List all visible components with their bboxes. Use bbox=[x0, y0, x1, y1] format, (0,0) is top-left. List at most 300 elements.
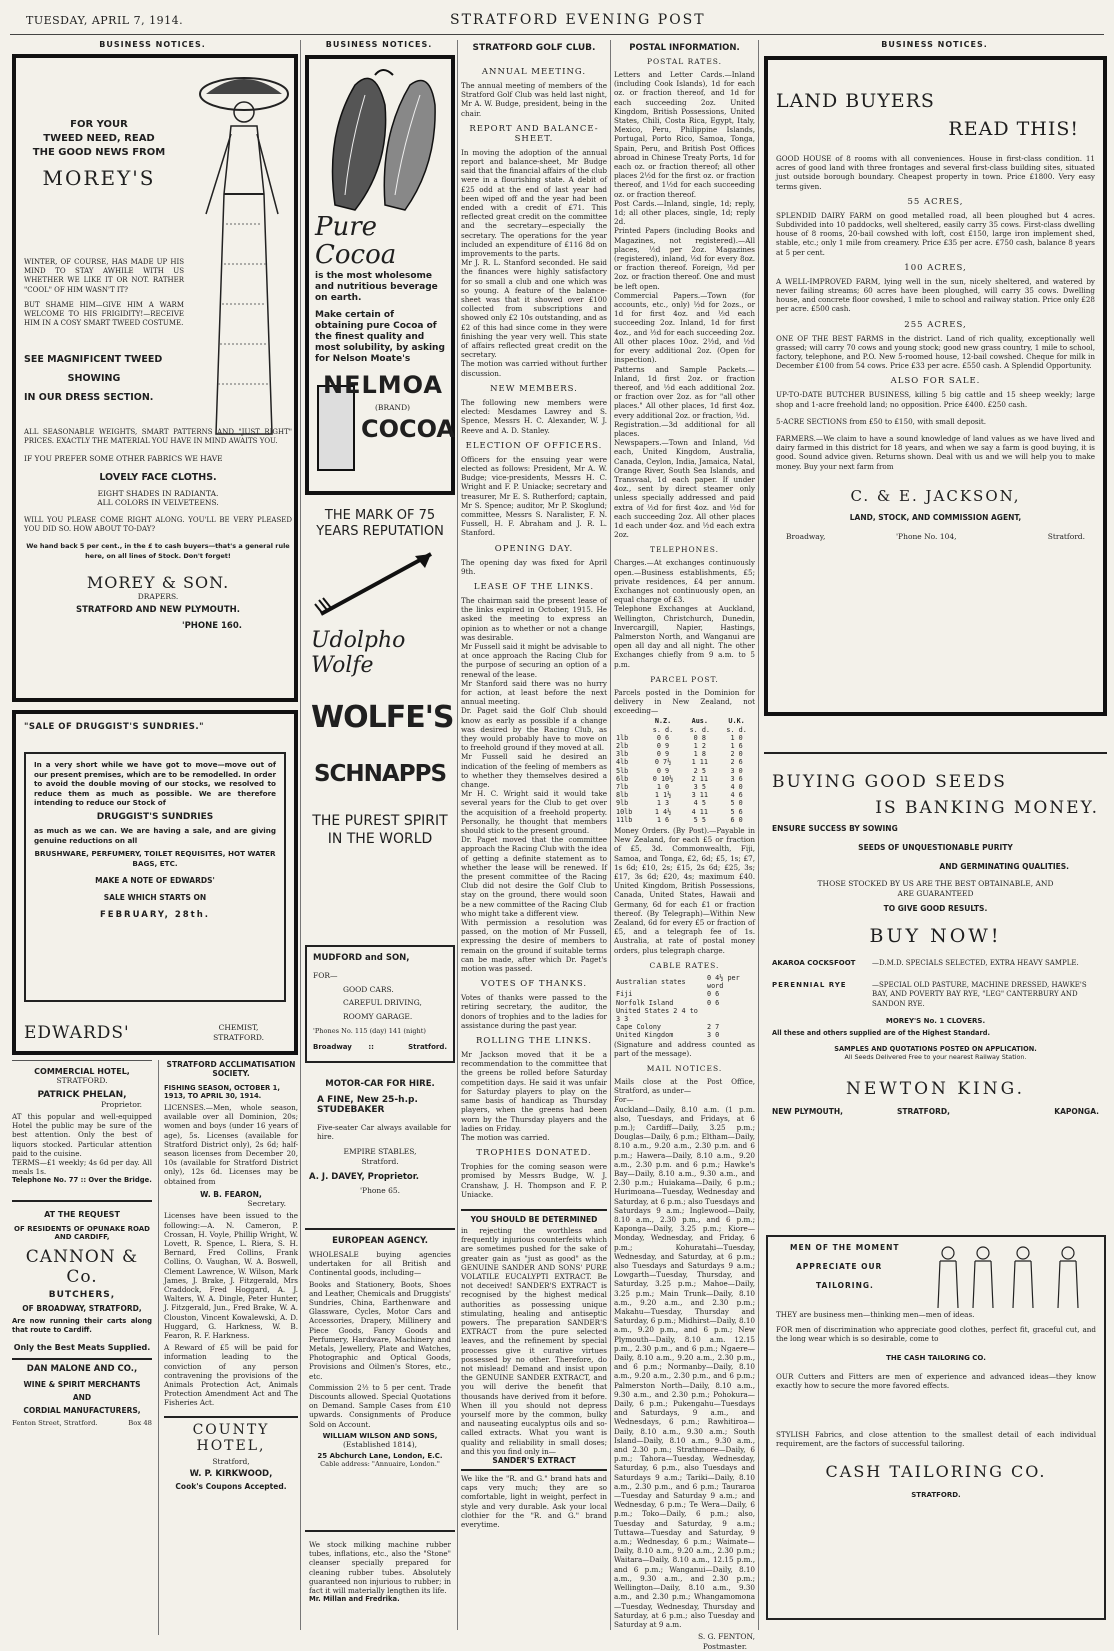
morey-paragraph: BUT SHAME HIM—GIVE HIM A WARM WELCOME TO HIS FRIGIDITY!—RECEIVE HIM IN A COSY SMART TWEED COSTUME. bbox=[24, 300, 184, 328]
parcel-table-cell: 1 4½ bbox=[654, 807, 672, 816]
wolfe-signature: Udolpho Wolfe bbox=[311, 628, 406, 678]
postal-paragraph: Registration.—3d additional for all places. bbox=[614, 419, 755, 438]
parcel-table-cell: 6lb bbox=[616, 774, 629, 783]
jackson-paragraph: UP-TO-DATE BUTCHER BUSINESS, killing 5 big cattle and 15 sheep weekly; large shop and 1-acre freehold land; no opposition. Price £400. £250 cash. bbox=[776, 390, 1095, 409]
postal-subheading: POSTAL RATES. bbox=[646, 57, 723, 66]
golf-paragraph: Mr Stanford said there was no hurry for action, at least before the next annual meeting. bbox=[461, 678, 607, 707]
seeds-line1: BUYING GOOD SEEDS bbox=[772, 772, 1007, 792]
commercial-body: AT this popular and well-equipped Hotel the public may be sure of the best attention. Only the best of liquors stocked. Particular attention paid to the cuisine. bbox=[12, 1112, 152, 1158]
postal-subheading: MAIL NOTICES. bbox=[646, 1063, 723, 1073]
county-title: COUNTY HOTEL, bbox=[192, 1421, 270, 1454]
jackson-firm: C. & E. JACKSON, bbox=[850, 486, 1021, 505]
parcel-rates-table bbox=[614, 717, 755, 824]
cable-table-cell: Fiji bbox=[616, 990, 633, 999]
malone-and: AND bbox=[72, 1393, 92, 1403]
cocoa-pod-illustration bbox=[315, 65, 451, 215]
cannon-broadway: OF BROADWAY, STRATFORD, bbox=[22, 1303, 142, 1313]
parcel-table-cell: s. d. bbox=[652, 725, 674, 734]
postal-paragraph: Telephone Exchanges at Auckland, Wellington, Christchurch, Dunedin, Invercargill, Napier, Hastings, Palmerston North, and Wanganui are open all day and all night. The other Exchanges chiefly from 9 a.m. to 5 p.m. bbox=[614, 604, 755, 669]
cable-table-row bbox=[614, 974, 755, 990]
lower-left-ads bbox=[12, 1060, 152, 1635]
postal-paragraph: Charges.—At exchanges continuously open.—Business establishments, £5; private residences, £4 per annum. Exchanges not continuously open, an equal charge of £3. bbox=[614, 558, 755, 605]
morey-paragraph: WINTER, OF COURSE, HAS MADE UP HIS MIND TO STAY AWHILE WITH US WHETHER WE LIKE IT OR NOT. RATHER "COOL" OF HIM WASN'T IT? bbox=[24, 258, 184, 294]
rg-body: We like the "R. and G." brand hats and caps very much; they are so comfortable, light in weight, perfect in style and very durable. Ask your local clothier for the "R. and G." brand everytime. bbox=[461, 1474, 607, 1530]
acclim-secretary: Secretary. bbox=[247, 1198, 286, 1208]
cable-table-cell: Cape Colony bbox=[616, 1023, 662, 1032]
malone-street: Fenton Street, Stratford. bbox=[12, 1419, 98, 1428]
parcel-table-cell: 0 7½ bbox=[654, 758, 672, 767]
cable-table-cell: 0 6 bbox=[707, 990, 720, 999]
commercial-prop-label: Proprietor. bbox=[100, 1099, 142, 1109]
golf-paragraph: Mr Jackson moved that it be a recommendation to the committee that the greens be rolled before Saturday competition days. He said it was unfair for Saturday players to play on the same basis of handicap as Thursday players, when the greens had been worn by the Thursday players and the ladies on Friday. bbox=[461, 1050, 607, 1133]
seeds-place: NEW PLYMOUTH, bbox=[772, 1107, 843, 1116]
mudford-sep: :: bbox=[368, 1042, 374, 1051]
motorcar-prop: A. J. DAVEY, Proprietor. bbox=[309, 1172, 419, 1183]
postal-paragraph: For— bbox=[614, 1095, 634, 1105]
european-commission: Commission 2½ to 5 per cent. Trade Discounts allowed. Special Quotations on Demand. Sample Cases from £10 upwards. Consignments of Produce Sold on Account. bbox=[309, 1382, 451, 1429]
european-items: Books and Stationery, Boots, Shoes and Leather, Chemicals and Druggists' Sundries, China, Earthenware and Glassware, Cycles, Motor Cars and Accessories, Drapery, Millinery and Piece Goods, Fancy Goods and Perfumery, Hardware, Machinery and Metals, Jewellery, Plate and Watches, Photographic and Optical Goods, Provisions and Oilmen's Stores, etc., etc. bbox=[309, 1279, 451, 1381]
parcel-table-cell: 3 5 bbox=[693, 783, 706, 792]
gentlemen-illustration bbox=[928, 1243, 1098, 1313]
seeds-firm: NEWTON KING. bbox=[846, 1079, 1025, 1099]
seeds-germinating: AND GERMINATING QUALITIES. bbox=[939, 862, 1069, 871]
parcel-table-cell: 2 5 bbox=[693, 766, 706, 775]
cable-table-row bbox=[614, 1023, 755, 1031]
cable-table-cell: United Kingdom bbox=[616, 1031, 674, 1040]
edwards-body: In a very short while we have got to move—move out of our present premises, which are to be remodelled. In order to avoid the double moving of our stocks, we resolved to reduce them as much as possible. We are therefore intending to reduce our Stock of bbox=[34, 760, 276, 808]
morey-line: THE GOOD NEWS FROM bbox=[32, 147, 166, 158]
masthead-rule bbox=[10, 34, 1104, 35]
commercial-terms: TERMS—£1 weekly; 4s 6d per day. All meals 1s. bbox=[12, 1158, 152, 1177]
morey-showing: SHOWING bbox=[67, 373, 121, 384]
parcel-table-cell: 0 9 bbox=[656, 766, 670, 775]
seeds-stocked: THOSE STOCKED BY US ARE THE BEST OBTAINABLE, AND ARE GUARANTEED bbox=[817, 879, 1054, 898]
morey-dress: IN OUR DRESS SECTION. bbox=[24, 392, 154, 403]
golf-paragraph: Mr J. R. L. Stanford seconded. He said the finances were highly satisfactory for so small a club and one which was so young. A feature of the balance-sheet was that it showed over £100 collected from subscriptions and showed only £2 10s outstanding, and as £2 of this had since come in they were finishing the year very well. This state of affairs reflected great credit on the secretary. bbox=[461, 258, 607, 360]
morey-advertisement bbox=[12, 54, 298, 702]
edwards-note: MAKE A NOTE OF EDWARDS' bbox=[95, 876, 215, 886]
parcel-table-row bbox=[614, 734, 755, 742]
golf-paragraph: The motion was carried. bbox=[461, 1132, 550, 1142]
column-rule bbox=[610, 40, 611, 1630]
european-agency bbox=[305, 1228, 455, 1528]
malone-name: DAN MALONE AND CO., bbox=[26, 1364, 138, 1375]
tailoring-paragraph: THEY are business men—thinking men—men of ideas. bbox=[776, 1310, 975, 1319]
postmaster-name: S. G. FENTON, bbox=[698, 1632, 755, 1642]
county-coupons: Cook's Coupons Accepted. bbox=[175, 1482, 287, 1492]
cable-table-cell: Australian states bbox=[616, 977, 686, 986]
parcel-table-cell: 1 0 bbox=[730, 733, 743, 742]
jackson-agent: LAND, STOCK, AND COMMISSION AGENT, bbox=[849, 512, 1022, 522]
european-est: (Established 1814), bbox=[342, 1439, 418, 1449]
tailoring-paragraph: OUR Cutters and Fitters are men of experience and advanced ideas—they know exactly how to secure the more favored effects. bbox=[776, 1371, 1096, 1390]
seeds-row-text: —SPECIAL OLD PASTURE, MACHINE DRESSED, HAWKE'S BAY, AND POVERTY BAY RYE, "LEG" CANTERBURY AND SANDON RYE. bbox=[872, 980, 1087, 1008]
edwards-sale: SALE WHICH STARTS ON bbox=[103, 893, 207, 903]
golf-title: STRATFORD GOLF CLUB. bbox=[472, 43, 596, 53]
cocoa-brand: NELMOA bbox=[323, 371, 443, 399]
mudford-advertisement bbox=[305, 945, 455, 1063]
golf-paragraph: The opening day was fixed for April 9th. bbox=[461, 557, 607, 576]
seeds-line2: IS BANKING MONEY. bbox=[875, 798, 1099, 818]
parcel-table-cell: 1 11 bbox=[691, 758, 708, 767]
parcel-table-cell: 3 0 bbox=[730, 766, 743, 775]
golf-paragraph: The chairman said the present lease of the links expired in October, 1915. He asked the meeting to express an opinion as to whether or not a change was desirable. bbox=[461, 595, 607, 642]
cable-rates-table bbox=[614, 974, 755, 1040]
morey-paragraph: WILL YOU PLEASE COME RIGHT ALONG. YOU'LL BE VERY PLEASED YOU DID SO. HOW ABOUT TO-DAY? bbox=[24, 515, 292, 534]
seeds-buy: BUY NOW! bbox=[869, 925, 1002, 947]
postal-paragraph: Printed Papers (including Books and Magazines, not registered).—All places, ½d per 2oz. Magazines (registered), inland, ½d for every 8oz. or fraction thereof. Foreign, ½d per 2oz. or fraction thereof. One and must be left open. bbox=[614, 226, 755, 291]
county-town: Stratford, bbox=[212, 1456, 250, 1466]
postal-paragraph: Letters and Letter Cards.—Inland (including Cook Islands), 1d for each oz. or fraction thereof, and 1d for each succeeding 2oz. United Kingdom, British Possessions, United States, Chili, Costa Rica, Egypt, Italy, Mexico, Peru, Philippine Islands, Portugal, Porto Rico, Samoa, Tonga, Spain, Peru, and British Post Offices abroad in Chinese Treaty Ports, 1d for each oz. or fraction thereof; all other places 2½d for the first oz. or fraction thereof, and 1½d for each succeeding oz. or fraction thereof. bbox=[614, 70, 755, 199]
cocoa-advertisement bbox=[305, 55, 455, 495]
county-prop: W. P. KIRKWOOD, bbox=[189, 1469, 273, 1480]
golf-paragraph: Officers for the ensuing year were elected as follows: President, Mr A. W. Budge; vice-presidents, Messrs H. C. Wright and F. P. Uniacke; secretary and treasurer, Mr E. S. Rutherford; captain, Mr S. Spence; auditor, Mr P. Skoglund; committee, Messrs S. Naralister, F. N. Fussell, H. F. Abraham and J. R. L. Stanford. bbox=[461, 454, 607, 538]
jackson-subheading: 55 ACRES, bbox=[907, 196, 964, 207]
postal-title: POSTAL INFORMATION. bbox=[629, 43, 740, 53]
wolfe-purest: THE PUREST SPIRIT IN THE WORLD bbox=[312, 813, 448, 847]
cable-table-cell: 2 7 bbox=[707, 1023, 720, 1032]
seeds-ensure: ENSURE SUCCESS BY SOWING bbox=[772, 824, 898, 833]
parcel-table-cell: 1 1½ bbox=[654, 791, 672, 800]
jackson-paragraph: SPLENDID DAIRY FARM on good metalled road, all been ploughed but 4 acres. Subdivided into 10 paddocks, well sheltered, easily carry 35 cows. First-class dwelling house of 8 rooms, 20-bail cowshed with loft, cost £150, large iron implement shed, stable, etc.; only 1 mile from creamery. Price £35 per acre. £750 cash, balance 8 years at 5 per cent. bbox=[776, 210, 1095, 257]
golf-subheading: REPORT AND BALANCE-SHEET. bbox=[469, 123, 599, 144]
land-buyers: LAND BUYERS bbox=[776, 90, 935, 112]
wolfe-mark: THE MARK OF 75 YEARS REPUTATION bbox=[316, 508, 444, 539]
parcel-table-cell: 1 3 bbox=[656, 799, 670, 808]
cable-table-cell: 0 4½ per word bbox=[707, 973, 740, 991]
morey-eight: EIGHT SHADES IN RADIANTA. bbox=[97, 488, 219, 498]
cable-table-cell: Norfolk Island bbox=[616, 998, 674, 1007]
golf-paragraph: Dr. Paget said the Golf Club should know as early as possible if a change was desired by the Racing Club, as they would probably have to move on to freehold ground if they moved at all. bbox=[461, 706, 607, 753]
seeds-results: TO GIVE GOOD RESULTS. bbox=[883, 904, 988, 913]
mudford-title: MUDFORD and SON, bbox=[313, 953, 410, 963]
parcel-table-cell: 7lb bbox=[616, 783, 629, 792]
jackson-paragraph: GOOD HOUSE of 8 rooms with all conveniences. House in first-class condition. 11 acres of good land with three frontages and several first-class building sites, situated just outside borough boundary. Cheapest property in town. Price £1800. Very easy terms given. bbox=[776, 154, 1095, 191]
motorcar-town: Stratford. bbox=[361, 1156, 399, 1166]
golf-subheading: VOTES OF THANKS. bbox=[480, 979, 588, 990]
golf-subheading: ROLLING THE LINKS. bbox=[476, 1036, 592, 1047]
cannon-butchers: BUTCHERS, bbox=[48, 1289, 116, 1300]
parcel-table-cell: Aus. bbox=[691, 717, 708, 726]
cable-table-cell: 0 6 bbox=[707, 998, 720, 1007]
cocoa-brand-sub: (BRAND) bbox=[375, 403, 411, 412]
parcel-table-row bbox=[614, 742, 755, 750]
golf-paragraph: The annual meeting of members of the Stratford Golf Club was held last night, Mr A. W. Budge, president, being in the chair. bbox=[461, 81, 607, 118]
parcel-table-cell: 5 0 bbox=[730, 799, 743, 808]
jackson-subheading: ALSO FOR SALE. bbox=[890, 376, 981, 387]
golf-annual: ANNUAL MEETING. bbox=[481, 67, 587, 77]
sander-body: in rejecting the worthless and frequently injurious counterfeits which are sometimes pushed for the sake of greater gain as "just as good" as the GENUINE SANDER AND SONS' PURE VOLATILE EUCALYPTI EXTRACT. Be not deceived! SANDER'S EXTRACT is recognised by the highest medical authorities as possessing unique stimulating, healing and antiseptic powers. The preparation SANDER'S EXTRACT from the pure selected leaves, and the refinement by special processes give it curative virtues possessed by no other. Therefore, do not mislead! Demand and insist upon the GENUINE SANDER EXTRACT, and you will derive the benefit that thousands have derived from it before. When ill you should not depress yourself more by the common, bulky and nauseating eucalyptus oils and so-called extracts. What you want is quality and reliability in small doses; and this you find only in— bbox=[461, 1225, 607, 1456]
morey-prefer: IF YOU PREFER SOME OTHER FABRICS WE HAVE bbox=[24, 454, 223, 464]
parcel-table-cell: 1 0 bbox=[656, 783, 670, 792]
parcel-table-cell: 1lb bbox=[616, 733, 629, 742]
morey-places: STRATFORD AND NEW PLYMOUTH. bbox=[76, 605, 240, 616]
jackson-paragraph: ONE OF THE BEST FARMS in the district. Land of rich quality, exceptionally well grassed; will carry 70 cows and young stock; good new grass country, 1 mile to school, factory, telephone, and P.O. New 5-roomed house, 12-bail cowshed. Cheque for milk in December £100 from 54 cows. Price £33 per acre. £550 cash. A Splendid Opportunity. bbox=[776, 333, 1095, 371]
parcel-table-cell: 6 0 bbox=[730, 815, 743, 824]
seeds-samples: SAMPLES AND QUOTATIONS POSTED ON APPLICATION. bbox=[834, 1045, 1037, 1053]
morey-discount: We hand back 5 per cent., in the £ to cash buyers—that's a general rule here, on all lines of Stock. Don't forget! bbox=[26, 542, 290, 560]
seeds-row-label: PERENNIAL RYE bbox=[772, 980, 847, 989]
golf-paragraph: Mr H. C. Wright said it would take several years for the Club to get over the acquisition of a freehold property. Personally, he thought that members should stick to the present ground. bbox=[461, 789, 607, 836]
golf-subheading: ELECTION OF OFFICERS. bbox=[465, 440, 603, 451]
golf-paragraph: Dr. Paget moved that the committee approach the Racing Club with the idea of getting a definite statement as to whether the lease will be renewed. If the present committee of the Racing Club did not desire the Golf Club to stay on the ground, there would soon be a new committee of the Racing Club who might take a different view. bbox=[461, 835, 607, 918]
mudford-town: Stratford. bbox=[408, 1042, 447, 1051]
malone-wine: WINE & SPIRIT MERCHANTS bbox=[23, 1380, 141, 1390]
parcel-table-cell: 3lb bbox=[616, 750, 629, 759]
morey-phone: 'PHONE 160. bbox=[181, 621, 242, 632]
golf-subheading: TROPHIES DONATED. bbox=[476, 1148, 592, 1159]
parcel-table-row bbox=[614, 791, 755, 799]
jackson-phone: 'Phone No. 104, bbox=[896, 531, 957, 541]
jackson-subheading: 255 ACRES, bbox=[904, 319, 967, 330]
parcel-table-cell bbox=[614, 726, 645, 734]
mudford-broadway: Broadway bbox=[313, 1042, 352, 1051]
parcel-table-cell: 1 6 bbox=[730, 742, 743, 751]
column-heading: BUSINESS NOTICES. bbox=[881, 40, 988, 49]
parcel-table-cell: 4 0 bbox=[730, 783, 743, 792]
postal-paragraph: Parcels posted in the Dominion for delivery in New Zealand, not exceeding— bbox=[614, 687, 755, 716]
morey-lovely: LOVELY FACE CLOTHS. bbox=[99, 471, 217, 483]
jackson-broadway: Broadway, bbox=[786, 531, 826, 541]
acclim-body: LICENSES.—Men, whole season, available over all Dominion, 20s; women and boys (under 16 years of age), 5s. Licenses (available for Stratford District only), 2s 6d; half-season licenses from December 20, 10s (available for Stratford District only), 12s 6d. Licenses may be obtained from bbox=[164, 1103, 298, 1186]
motorcar-stables: EMPIRE STABLES, bbox=[343, 1147, 417, 1157]
commercial-prop: PATRICK PHELAN, bbox=[37, 1089, 127, 1100]
golf-paragraph: The motion was carried without further discussion. bbox=[461, 359, 607, 378]
column-rule bbox=[457, 40, 458, 1630]
morey-drapers: DRAPERS. bbox=[137, 591, 179, 601]
parcel-table-row bbox=[614, 767, 755, 775]
malone-box: Box 48 bbox=[128, 1419, 152, 1428]
morey-name: MOREY'S bbox=[42, 166, 156, 190]
acclim-title: STRATFORD ACCLIMATISATION SOCIETY. bbox=[166, 1060, 296, 1078]
parcel-table-cell: 2 6 bbox=[730, 758, 743, 767]
tailoring-name: CASH TAILORING CO. bbox=[825, 1462, 1047, 1482]
morey-line: TWEED NEED, READ bbox=[43, 133, 155, 144]
parcel-table-cell: 0 6 bbox=[656, 733, 670, 742]
parcel-table-cell: 4 6 bbox=[730, 791, 743, 800]
golf-subheading: LEASE OF THE LINKS. bbox=[473, 581, 595, 592]
sander-title: YOU SHOULD BE DETERMINED bbox=[470, 1214, 598, 1224]
morey-colors: ALL COLORS IN VELVETEENS. bbox=[97, 498, 219, 508]
morey-paragraph: ALL SEASONABLE WEIGHTS, SMART PATTERNS AND "JUST RIGHT" PRICES. EXACTLY THE MATERIAL YOU HAVE IN MIND AWAITS YOU. bbox=[24, 428, 292, 446]
cannon-carts: Are now running their carts along that route to Cardiff. bbox=[12, 1316, 152, 1334]
acclimatisation-column bbox=[158, 1060, 298, 1635]
column-heading: BUSINESS NOTICES. bbox=[325, 40, 433, 49]
edwards-date: FEBRUARY, 28th. bbox=[99, 910, 211, 921]
parcel-table-cell: 1 2 bbox=[693, 742, 706, 751]
tailoring-firm: THE CASH TAILORING CO. bbox=[886, 1353, 986, 1362]
golf-paragraph: The following new members were elected: Mesdames Lawrey and S. Spence, Messrs H. C. Alexander, W. J. Reeve and A. D. Stanley. bbox=[461, 397, 607, 435]
parcel-table-cell: 2 11 bbox=[691, 774, 708, 783]
golf-paragraph: With permission a resolution was passed, on the motion of Mr Fussell, expressing the desire of members to remain on the ground if suitable terms can be made, after which Dr. Paget's motion was passed. bbox=[461, 918, 607, 974]
commercial-phone: Telephone No. 77 :: Over the Bridge. bbox=[12, 1176, 152, 1185]
morey-line: FOR YOUR bbox=[70, 119, 128, 130]
parcel-table-row bbox=[614, 726, 755, 734]
mudford-item: ROOMY GARAGE. bbox=[343, 1011, 413, 1021]
parcel-table-cell: 4lb bbox=[616, 758, 629, 767]
jackson-town: Stratford. bbox=[1047, 531, 1085, 541]
seeds-purity: SEEDS OF UNQUESTIONABLE PURITY bbox=[858, 843, 1013, 852]
parcel-table-row bbox=[614, 799, 755, 807]
cocoa-line1: is the most wholesome and nutritious beverage on earth. bbox=[315, 271, 438, 303]
parcel-table-row bbox=[614, 775, 755, 783]
mudford-phone: 'Phones No. 115 (day) 141 (night) bbox=[313, 1027, 427, 1035]
milking-advertisement bbox=[305, 1530, 455, 1630]
tailoring-advertisement bbox=[766, 1235, 1106, 1620]
masthead bbox=[0, 0, 1114, 40]
mudford-item: GOOD CARS. bbox=[343, 984, 394, 994]
parcel-table-cell: 10lb bbox=[616, 807, 633, 816]
acclim-secretary-name: W. B. FEARON, bbox=[200, 1189, 262, 1199]
parcel-table-cell: 0 9 bbox=[656, 750, 670, 759]
parcel-table-cell: 2lb bbox=[616, 742, 629, 751]
motorcar-body: A FINE, New 25-h.p. STUDEBAKER bbox=[317, 1095, 418, 1115]
cable-table-cell: United States 2 4 to 3 3 bbox=[616, 1006, 698, 1023]
cannon-only: Only the Best Meats Supplied. bbox=[13, 1343, 151, 1353]
parcel-table-cell: 4 5 bbox=[693, 799, 706, 808]
parcel-table-cell: 5 6 bbox=[730, 807, 743, 816]
column-heading: BUSINESS NOTICES. bbox=[99, 40, 206, 49]
commercial-title: COMMERCIAL HOTEL, bbox=[34, 1067, 130, 1076]
parcel-table-row bbox=[614, 758, 755, 766]
column-rule bbox=[300, 40, 301, 1630]
parcel-table-row bbox=[614, 750, 755, 758]
wolfe-advertisement bbox=[305, 502, 455, 937]
cocoa-title: Pure Cocoa bbox=[315, 212, 397, 270]
mail-schedule: Auckland—Daily, 8.10 a.m. (1 p.m. also, Tuesdays, and Fridays, at 6 p.m.); Cardiff—Daily, 3.25 p.m.; Douglas—Daily, 6 p.m.; Eltham—Daily, 8.10 a.m., 9.20 a.m., 2.30 p.m. and 6 p.m.; Hawera—Daily, 8.10 a.m., 9.20 a.m., 2.30 p.m. and 6 p.m.; Hawke's Bay—Daily, 8.10 a.m., 9.30 a.m., and 2.30 p.m.; Huiakama—Daily, 6 p.m.; Hurimoana—Tuesday, Wednesday and Saturday, at 6 p.m.; also Tuesdays and Saturdays 9 a.m.; Inglewood—Daily, 8.10 a.m., 2.30 p.m., and 6 p.m.; Kaponga—Daily, 3.25 p.m.; Kiore—Monday, Wednesday, and Friday, 6 p.m.; Kohuratahi—Tuesday, Wednesday, and Saturday, at 6 p.m.; also Tuesdays and Saturdays 9 a.m.; Lowgarth—Tuesday, Thursday, and Saturday, 3.25 p.m.; Mahoe—Daily, 3.25 p.m.; Main Trunk—Daily, 8.10 a.m., 9.20 a.m., and 2.30 p.m.; Makahu—Tuesday, Thursday and Saturday, 6 p.m.; Midhirst—Daily, 8.10 a.m., 9.20 p.m., and 6 p.m.; New Plymouth—Daily, 8.10 a.m. 12.15 p.m., 2.30 p.m., and 6 p.m.; Ngaere—Daily, 8.10 a.m., 9.20 a.m., 2.30 p.m., and 6 p.m.; Normanby—Daily, 8.10 a.m., 9.20 a.m., 2.30 p.m., and 6 p.m.; Palmerston North—Daily, 8.10 a.m., 9.30 a.m., and 2.30 p.m.; Pohokura—Daily, 6 p.m.; Pukengahu—Tuesdays and Saturdays, 9 a.m., and Wednesdays, 6 p.m.; Rawhitiroa—Daily, 8.10 a.m., 9.30 a.m.; South Island—Daily, 8.10 a.m., 9.30 a.m., and 2.30 p.m.; Strathmore—Daily, 6 p.m.; Tahora—Tuesday, Wednesday, Saturday, 6 p.m., also Tuesdays and Saturdays 9 a.m.; Tariki—Daily, 8.10 a.m., 2.30 p.m., and 6 p.m.; Tauraroa—Tuesday and Saturday 9 a.m.; and Wednesday, 6 p.m.; Te Wera—Daily, 6 p.m.; Toko—Daily, 6 p.m.; also, Tuesday and Saturday, 9 a.m.; Tuttawa—Tuesday and Saturday, 9 a.m.; Wednesday, 6 p.m.; Waimate—Daily, 8.10 a.m., 9.20 a.m., 2.30 p.m.; Waitara—Daily, 8.10 a.m., 12.15 p.m., and 6 p.m.; Wanganui—Daily, 8.10 a.m., 9.30 a.m., and 2.30 p.m.; Wellington—Daily, 8.10 a.m., 9.30 a.m., and 2.30 p.m.; Whangamomona—Tuesday, Wednesday, Thursday and Saturday, at 6 p.m.; also Tuesday and Saturday at 9 a.m. bbox=[614, 1104, 755, 1629]
edwards-advertisement bbox=[12, 710, 298, 1055]
jackson-paragraph: 5-ACRE SECTIONS from £50 to £150, with small deposit. bbox=[776, 416, 987, 426]
seeds-advertisement bbox=[764, 752, 1107, 1212]
cannon-request: AT THE REQUEST bbox=[44, 1209, 120, 1219]
tailoring-t1: MEN OF THE MOMENT bbox=[790, 1243, 900, 1252]
edwards-title: "SALE OF DRUGGIST'S SUNDRIES." bbox=[24, 722, 205, 732]
parcel-table-cell: 9lb bbox=[616, 799, 629, 808]
mudford-for: FOR— bbox=[313, 971, 338, 980]
european-body: WHOLESALE buying agencies undertaken for all British and Continental goods, including— bbox=[309, 1250, 451, 1278]
parcel-table-row bbox=[614, 808, 755, 816]
morey-see: SEE MAGNIFICENT TWEED bbox=[24, 354, 163, 365]
acclim-reward: A Reward of £5 will be paid for information leading to the conviction of any person contravening the provisions of the Animals Protection Act, Animals Protection Amendment Act and The Fisheries Act. bbox=[164, 1343, 298, 1408]
newspaper-title: STRATFORD EVENING POST bbox=[450, 12, 706, 28]
seeds-row-label: AKAROA COCKSFOOT bbox=[772, 959, 856, 967]
postal-subheading: PARCEL POST. bbox=[650, 674, 719, 684]
european-address: 25 Abchurch Lane, London, E.C. bbox=[317, 1452, 443, 1461]
parcel-table-cell: 1 8 bbox=[693, 750, 706, 759]
wolfe-schnapps: SCHNAPPS bbox=[313, 761, 447, 787]
edwards-body2: as much as we can. We are having a sale, and are giving genuine reductions on all bbox=[34, 825, 276, 845]
golf-club-column bbox=[461, 40, 607, 1630]
milking-body: We stock milking machine rubber tubes, inflations, etc., also the "Stone" cleanser specially prepared for cleaning rubber tubes. Absolutely guaranteed non injurious to rubber; in fact it will materially lengthen its life. bbox=[309, 1540, 451, 1596]
acclim-season: FISHING SEASON, OCTOBER 1, 1913, TO APRIL 30, 1914. bbox=[164, 1084, 280, 1100]
wolfe-name: WOLFE'S bbox=[311, 700, 454, 735]
parcel-table-cell: N.Z. bbox=[654, 717, 672, 726]
golf-paragraph: Votes of thanks were passed to the retiring secretary, the auditor, the donors of trophies and to the ladies for assistance during the past year. bbox=[461, 993, 607, 1030]
acclim-body2: Licenses have been issued to the following:—A. N. Cameron, P. Crossan, H. Voyle, Phillip Wright, W. Lovett, R. Spence, L. Riera, S. H. Bernard, Fred Collins, Frank Collins, O. Vaughan, W. A. Boswell, Clement Lawrence, W. Wilson, Mark James, J. Brake, J. Fitzgerald, Mrs Craddock, Fred Hoggard, A. J. Walters, W. A. Dingle, Peter Hunter, J. Fitzgerald, Jun., Fred Brake, W. A. Clouston, Vincent Kowalewski, A. D. Huggard, G. Harkness, W. B. Fearon, R. F. Harkness. bbox=[164, 1211, 298, 1340]
cable-table-row bbox=[614, 1031, 755, 1039]
parcel-table-cell: U.K. bbox=[728, 717, 745, 726]
seeds-row-text: —D.M.D. SPECIALS SELECTED, EXTRA HEAVY SAMPLE. bbox=[872, 959, 1079, 967]
edwards-chemist: CHEMIST, bbox=[218, 1023, 259, 1032]
cable-table-row bbox=[614, 1007, 755, 1023]
postal-paragraph: Money Orders. (By Post).—Payable in New Zealand, for each £5 or fraction of £5, 3d. Commonwealth, Fiji, Samoa, and Tonga, £2, 6d; £5, 1s; £7, 1s 6d; £10, 2s; £15, 2s 6d; £25, 3s; £17, 3s 6d; £20, 4s; maximum £40. United Kingdom, British Possessions, Canada, United States, Hawaii and Germany, 6d for each £1 or fraction thereof. (By Telegraph)—Within New Zealand, 6d for every £5 or fraction of £5, and a telegraph fee of 1s. Australia, at rate of postal money orders, plus telegraph charge. bbox=[614, 826, 755, 955]
postal-paragraph: (Signature and address counted as part of the message). bbox=[614, 1039, 755, 1058]
motorcar-body2: Five-seater Car always available for hire. bbox=[317, 1123, 451, 1142]
postal-paragraph: Newspapers.—Town and Inland, ½d each, United Kingdom, Australia, Canada, Ceylon, India, Jamaica, Natal, Orange River, South Sea Islands, and Transvaal, 1d each paper. If under 4oz., sent by direct steamer only unless specially addressed and paid extra of ½d for first 4oz. and ½d for each succeeding 2oz. All other places 1d each under 4oz. and ½d each extra 2oz. bbox=[614, 438, 755, 540]
postal-subheading: CABLE RATES. bbox=[649, 960, 720, 970]
edwards-items: BRUSHWARE, PERFUMERY, TOILET REQUISITES, HOT WATER BAGS, ETC. bbox=[34, 849, 276, 868]
cable-table-row bbox=[614, 999, 755, 1007]
seeds-delivered: All Seeds Delivered Free to your nearest Railway Station. bbox=[844, 1053, 1027, 1061]
parcel-table-cell: 11lb bbox=[616, 815, 633, 824]
parcel-table-cell: 5 5 bbox=[693, 815, 706, 824]
tailoring-paragraph: STYLISH Fabrics, and close attention to the smallest detail of each individual requirement, are the factors of successful tailoring. bbox=[776, 1430, 1096, 1449]
seeds-place: KAPONGA. bbox=[1054, 1107, 1099, 1116]
parcel-table-cell: s. d. bbox=[726, 725, 747, 734]
cannon-of: OF RESIDENTS OF OPUNAKE ROAD AND CARDIFF, bbox=[14, 1224, 150, 1241]
postal-paragraph: Patterns and Sample Packets.—Inland, 1d first 2oz. or fraction thereof, and ½d each additional 2oz. or fraction over 2oz. as for "all other places." All other places, 1d first 4oz. every additional 2oz. or fraction, ½d. bbox=[614, 364, 755, 420]
european-cable: Cable address: "Annuaire, London." bbox=[320, 1460, 440, 1469]
postal-subheading: TELEPHONES. bbox=[650, 545, 719, 555]
morey-firm: MOREY & SON. bbox=[86, 572, 230, 592]
seeds-clovers: MOREY'S No. 1 CLOVERS. bbox=[885, 1017, 986, 1025]
tailoring-t2: APPRECIATE OUR bbox=[796, 1262, 883, 1271]
parcel-table-cell: 8lb bbox=[616, 791, 629, 800]
tailoring-t3: TAILORING. bbox=[816, 1281, 874, 1290]
parcel-table-cell: s. d. bbox=[689, 725, 711, 734]
jackson-advertisement bbox=[764, 56, 1107, 716]
postmaster-title: Postmaster. bbox=[702, 1641, 747, 1651]
golf-paragraph: Mr Fussell said he desired an indication of the feeling of members as to whether they themselves desired a change. bbox=[461, 752, 607, 789]
commercial-town: STRATFORD. bbox=[56, 1076, 108, 1085]
tailoring-town: STRATFORD. bbox=[911, 1491, 961, 1500]
read-this: READ THIS! bbox=[948, 118, 1079, 140]
parcel-table-cell: 3 11 bbox=[691, 791, 708, 800]
parcel-table-cell: 1 6 bbox=[656, 815, 670, 824]
jackson-subheading: 100 ACRES, bbox=[904, 262, 967, 273]
jackson-paragraph: A WELL-IMPROVED FARM, lying well in the sun, nicely sheltered, and watered by never failing streams; 60 acres have been ploughed, will carry 35 cows. Dwelling house, and concrete floor cowshed, 1 mile to school and railway station. Price only £28 per acre. £500 cash. bbox=[776, 276, 1095, 314]
european-firm: WILLIAM WILSON AND SONS, bbox=[322, 1431, 438, 1440]
jackson-paragraph: FARMERS.—We claim to have a sound knowledge of land values as we have lived and dairy farmed in this district for 18 years, and when we say a farm is good buying, it is good. Sound advice given. Returns shown. Deal with us and we will help you to make money. Buy your next farm from bbox=[776, 434, 1095, 471]
parcel-table-row bbox=[614, 816, 755, 824]
golf-paragraph: Mr Fussell said it might be advisable to at once approach the Racing Club for the purpose of securing an option of a renewal of the lease. bbox=[461, 641, 607, 679]
parcel-table-cell: 5lb bbox=[616, 766, 629, 775]
tailoring-paragraph: FOR men of discrimination who appreciate good clothes, perfect fit, graceful cut, and the long wear which is so desirable, come to bbox=[776, 1325, 1096, 1344]
cable-table-row bbox=[614, 990, 755, 998]
postal-paragraph: Commercial Papers.—Town (for accounts, etc., only) ½d for 2ozs., or 1d for first 4oz. and ½d each succeeding 2oz. Inland, 1d for first 4oz., and ½d for each succeeding 2oz. All other places 10oz. 2½d, and ½d for every additional 2oz. (Open for inspection). bbox=[614, 290, 755, 365]
issue-date: TUESDAY, APRIL 7, 1914. bbox=[26, 14, 184, 27]
motorcar-title: MOTOR-CAR FOR HIRE. bbox=[325, 1079, 435, 1089]
golf-paragraph: In moving the adoption of the annual report and balance-sheet, Mr Budge said that the financial affairs of the club were in a flourishing state. A debit of £25 odd at the end of last year had been wiped off and the year had been ended with a credit of £71. This reflected great credit on the committee and the secretary—especially the secretary. The operations for the year included an expenditure of £116 8d on improvements to the parts. bbox=[461, 147, 607, 259]
parcel-table-cell: 0 10½ bbox=[652, 774, 674, 783]
edwards-sundries: DRUGGIST'S SUNDRIES bbox=[96, 811, 214, 822]
edwards-name: EDWARDS' bbox=[24, 1023, 130, 1043]
cocoa-line2: Make certain of obtaining pure Cocoa of the finest quality and most solubility, by asking for Nelson Moate's bbox=[315, 310, 445, 364]
cocoa-word: COCOA bbox=[361, 415, 455, 443]
golf-subheading: NEW MEMBERS. bbox=[490, 383, 578, 394]
parcel-table-cell: 2 0 bbox=[730, 750, 743, 759]
motorcar-phone: 'Phone 65. bbox=[359, 1186, 401, 1196]
parcel-table-row bbox=[614, 783, 755, 791]
edwards-town: STRATFORD. bbox=[213, 1032, 264, 1042]
column-rule bbox=[758, 40, 759, 1630]
cable-table-cell: 3 0 bbox=[707, 1031, 720, 1040]
arrow-icon bbox=[311, 544, 447, 624]
parcel-table-cell: 0 9 bbox=[656, 742, 670, 751]
parcel-table-row bbox=[614, 717, 755, 725]
golf-subheading: OPENING DAY. bbox=[494, 543, 574, 554]
parcel-table-cell: 4 11 bbox=[691, 807, 708, 816]
